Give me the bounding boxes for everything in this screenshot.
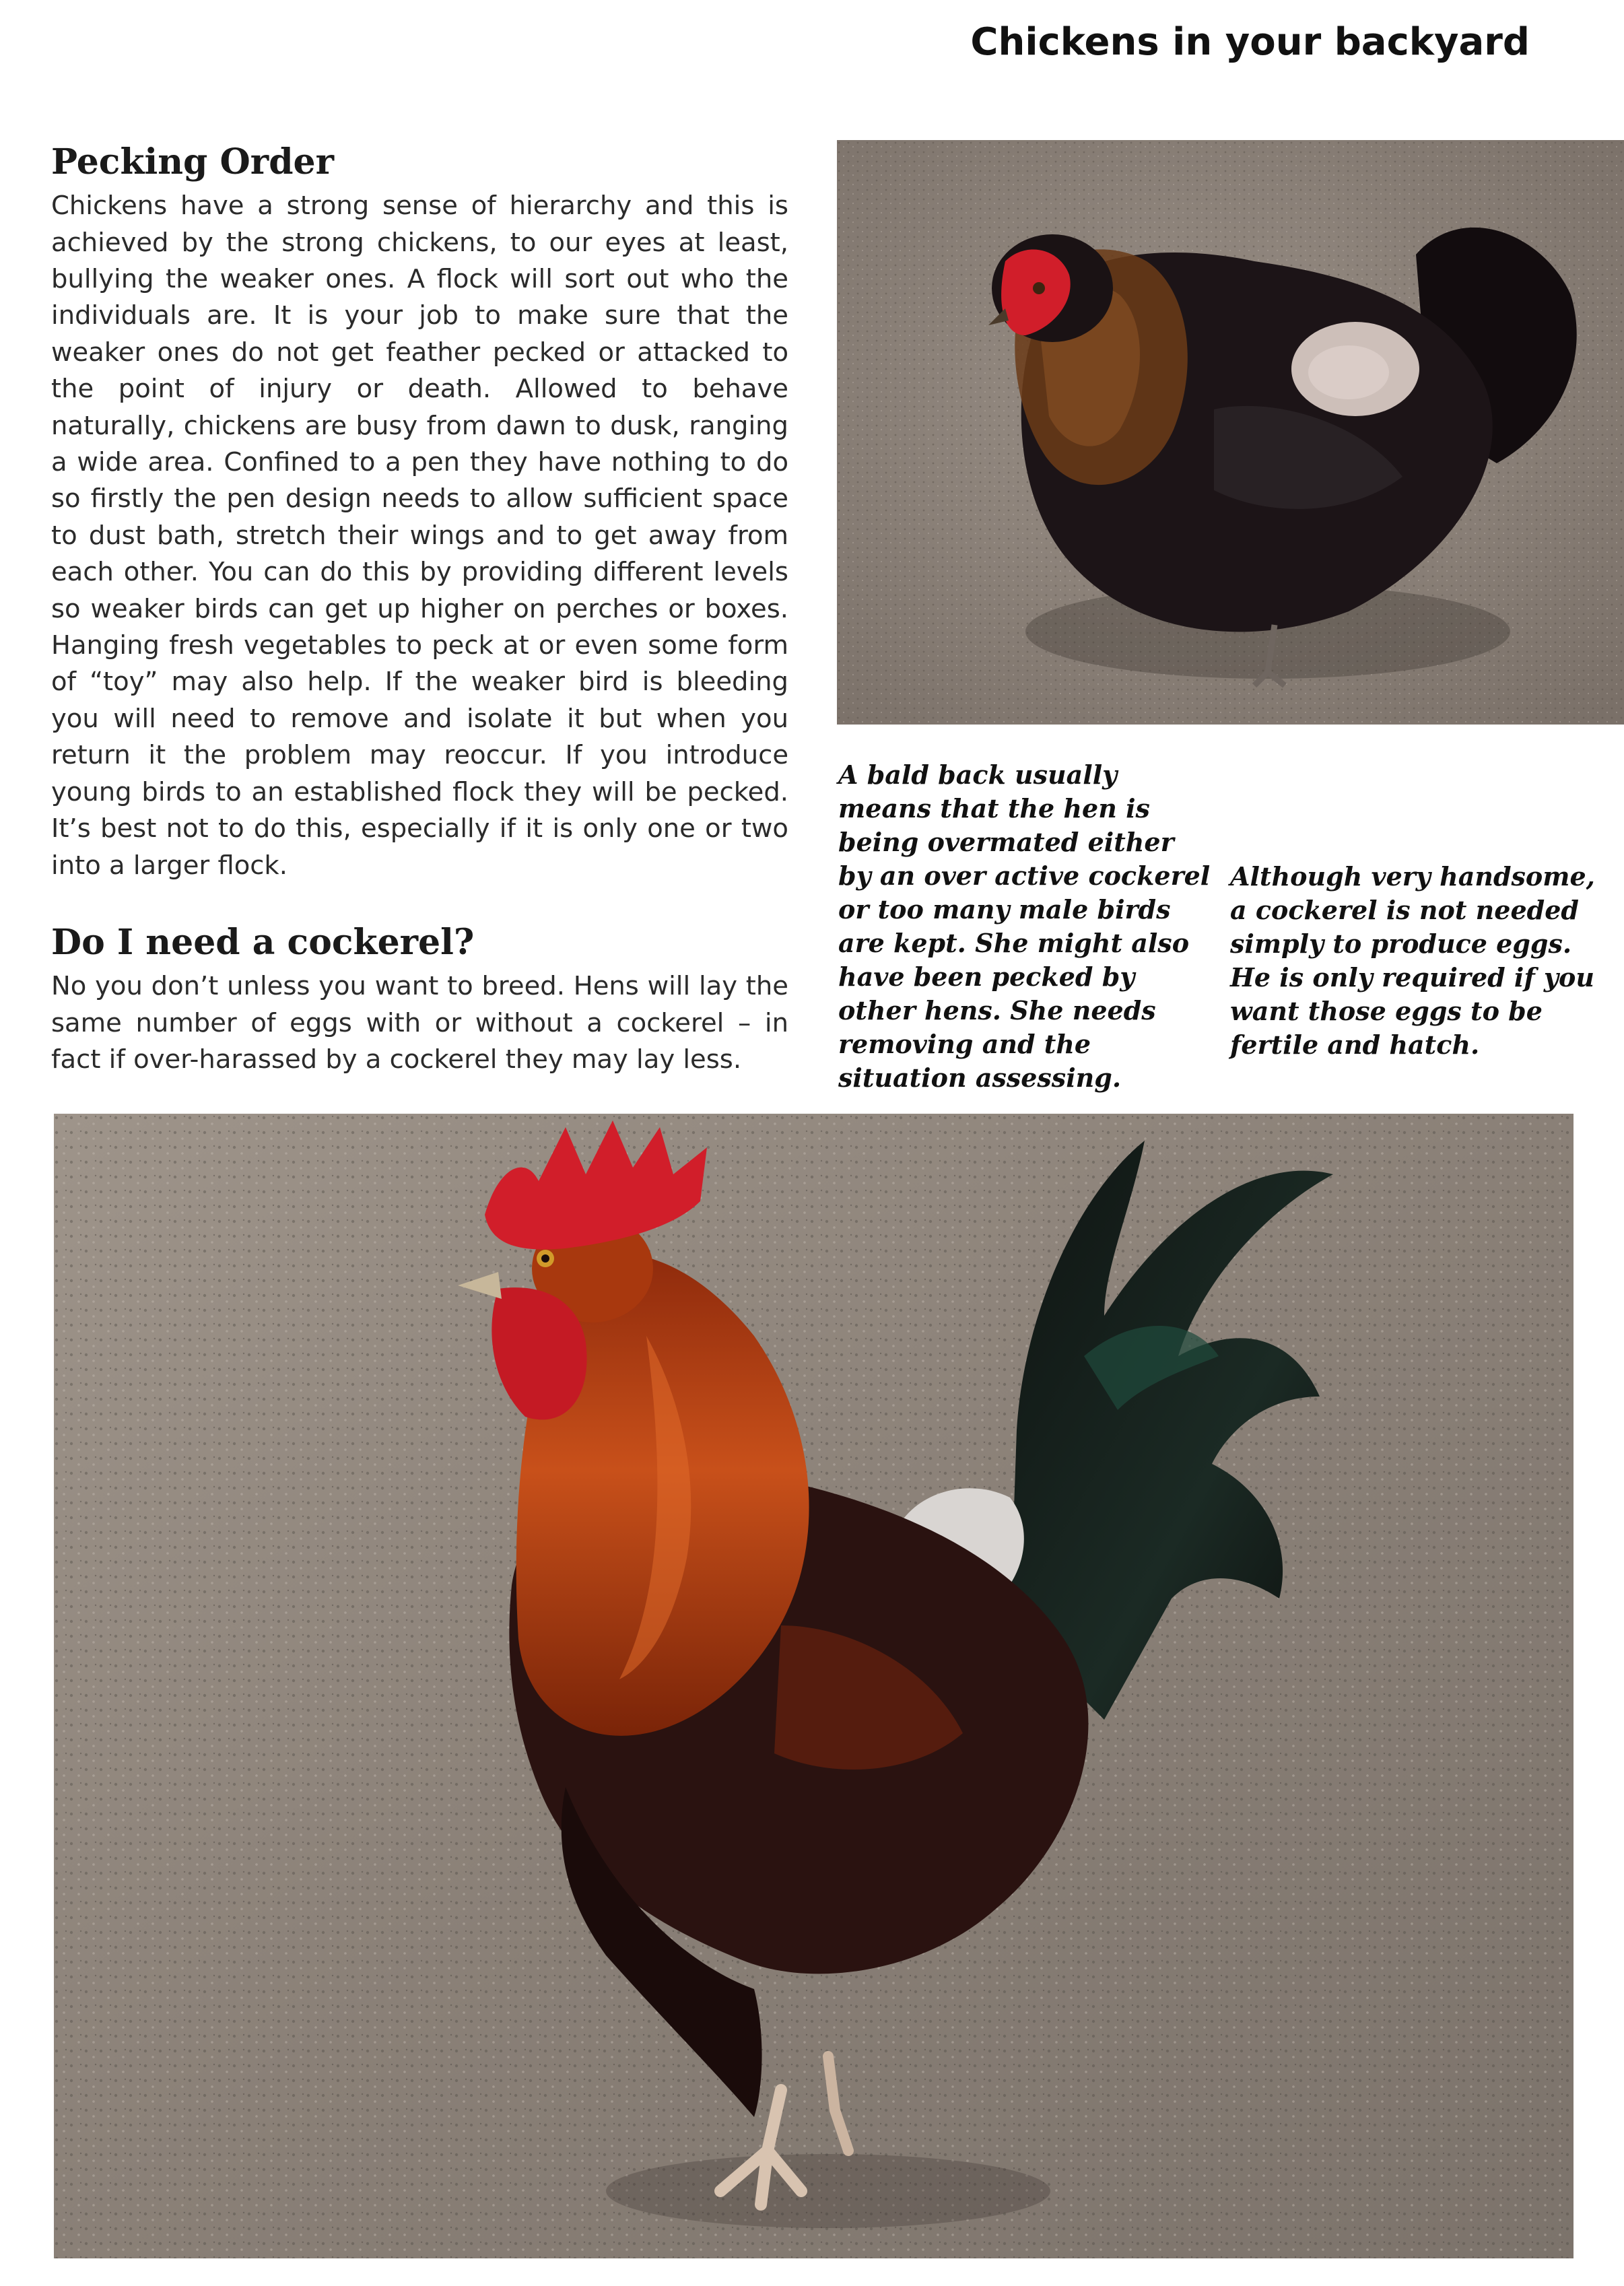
rooster-photo — [54, 1114, 1574, 2258]
hen-photo — [837, 140, 1624, 725]
page-running-head: Chickens in your backyard — [970, 20, 1530, 64]
section-heading-cockerel: Do I need a cockerel? — [51, 921, 475, 963]
main-text-column — [51, 143, 788, 1078]
hen-illustration — [837, 140, 1624, 725]
section-heading-pecking-order: Pecking Order — [51, 141, 335, 182]
section-body-cockerel: No you don’t unless you want to breed. Hens will lay the same number of eggs with or without a cockerel – in fact if over-harassed by a cockerel they may lay less. — [51, 971, 788, 1075]
hen-photo-caption: A bald back usually means that the hen is being overmated either by an over active cockerel or too many male birds are kept. She might also have been pecked by other hens. She needs removing and the situation assessing. — [838, 760, 1211, 1093]
rooster-illustration — [54, 1114, 1574, 2258]
section-body-pecking-order: Chickens have a strong sense of hierarchy and this is achieved by the strong chickens, to our eyes at least, bullying the weaker ones. A flock will sort out who the individuals are. It is your job to make sure that the weaker ones do not get feather pecked or attacked to the point of injury or death. Allowed to behave naturally, chickens are busy from dawn to dusk, ranging a wide area. Confined to a pen they have nothing to do so firstly the pen design needs to allow sufficient space to dust bath, stretch their wings and to get away from each other. You can do this by providing different levels so weaker birds can get up higher on perches or boxes. Hanging fresh vegetables to peck at or even some form of “toy” may also help. If the weaker bird is bleeding you will need to remove and isolate it but when you return it the problem may reoccur. If you introduce young birds to an established flock they will be pecked. It’s best not to do this, especially if it is only one or two into a larger flock. — [51, 191, 788, 881]
cockerel-caption: Although very handsome, a cockerel is not needed simply to produce eggs. He is only required if you want those eggs to be fertile and hatch. — [1230, 861, 1595, 1060]
